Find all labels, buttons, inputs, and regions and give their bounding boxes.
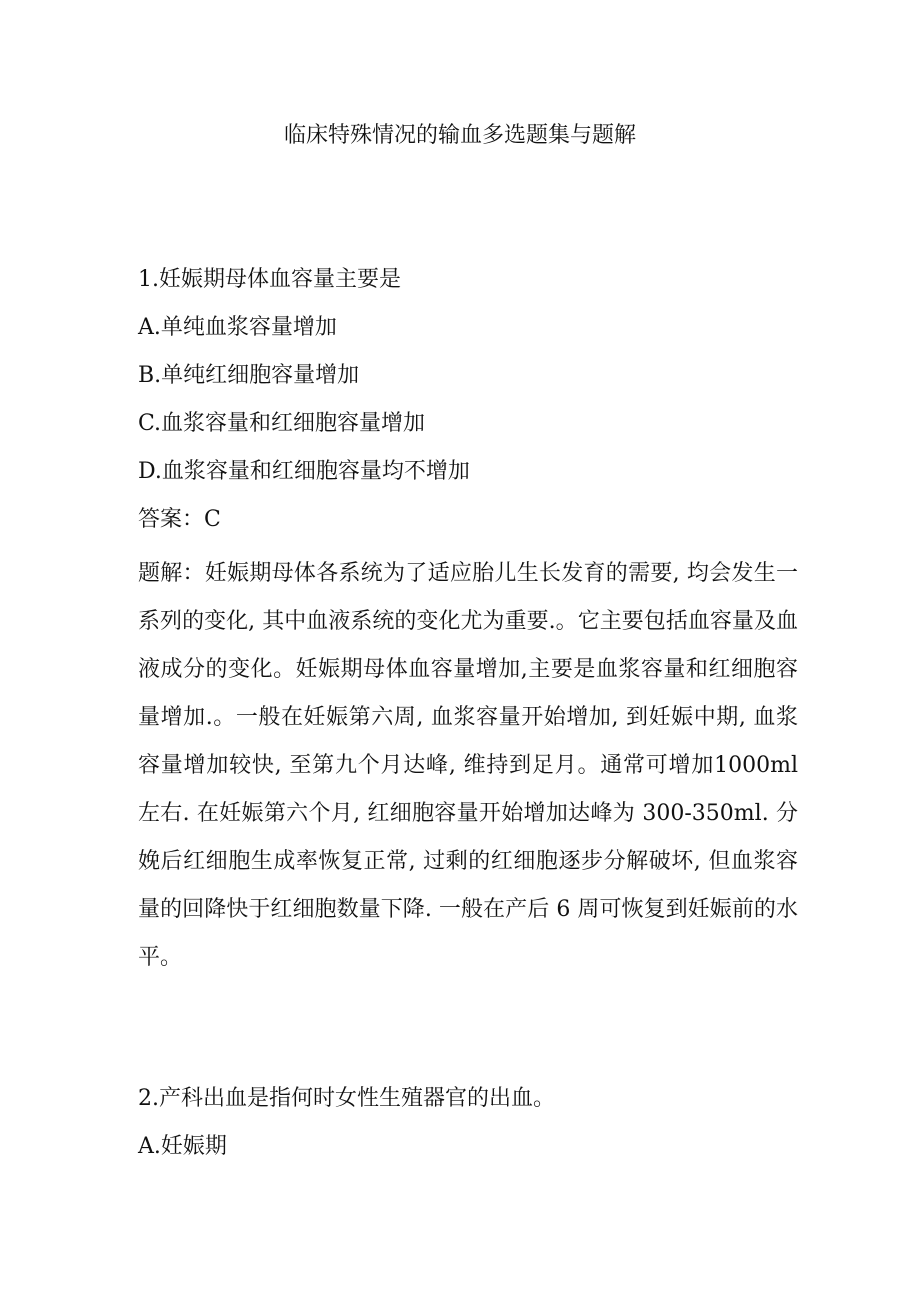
question-2-stem: 2.产科出血是指何时女性生殖器官的出血。 (138, 1086, 555, 1111)
question-1 (138, 262, 798, 982)
question-2-option-a: A.妊娠期 (138, 1134, 227, 1159)
question-2 (138, 1081, 788, 1177)
question-1-option-c: C.血浆容量和红细胞容量增加 (138, 411, 426, 436)
question-1-option-a: A.单纯血浆容量增加 (138, 315, 337, 340)
question-1-option-b: B.单纯红细胞容量增加 (138, 363, 360, 388)
question-1-explanation: 题解：妊娠期母体各系统为了适应胎儿生长发育的需要, 均会发生一系列的变化, 其中血液系统的变化尤为重要.。它主要包括血容量及血液成分的变化。妊娠期母体血容量增加,主要是血浆容量和红细胞容量增加.。一般在妊娠第六周, 血浆容量开始增加, 到妊娠中期, 血浆容量增加较快, 至第九个月达峰, 维持到足月。通常可增加1000ml左右. 在妊娠第六个月, 红细胞容量开始增加达峰为 300-350ml. 分娩后红细胞生成率恢复正常, 过剩的红细胞逐步分解破坏, 但血浆容量的回降快于红细胞数量下降. 一般在产后 6 周可恢复到妊娠前的水平。 (138, 561, 798, 970)
question-1-stem: 1.妊娠期母体血容量主要是 (138, 267, 401, 292)
document-title: 临床特殊情况的输血多选题集与题解 (283, 123, 636, 148)
question-1-answer: 答案：C (138, 507, 221, 532)
question-1-option-d: D.血浆容量和红细胞容量均不增加 (138, 459, 470, 484)
